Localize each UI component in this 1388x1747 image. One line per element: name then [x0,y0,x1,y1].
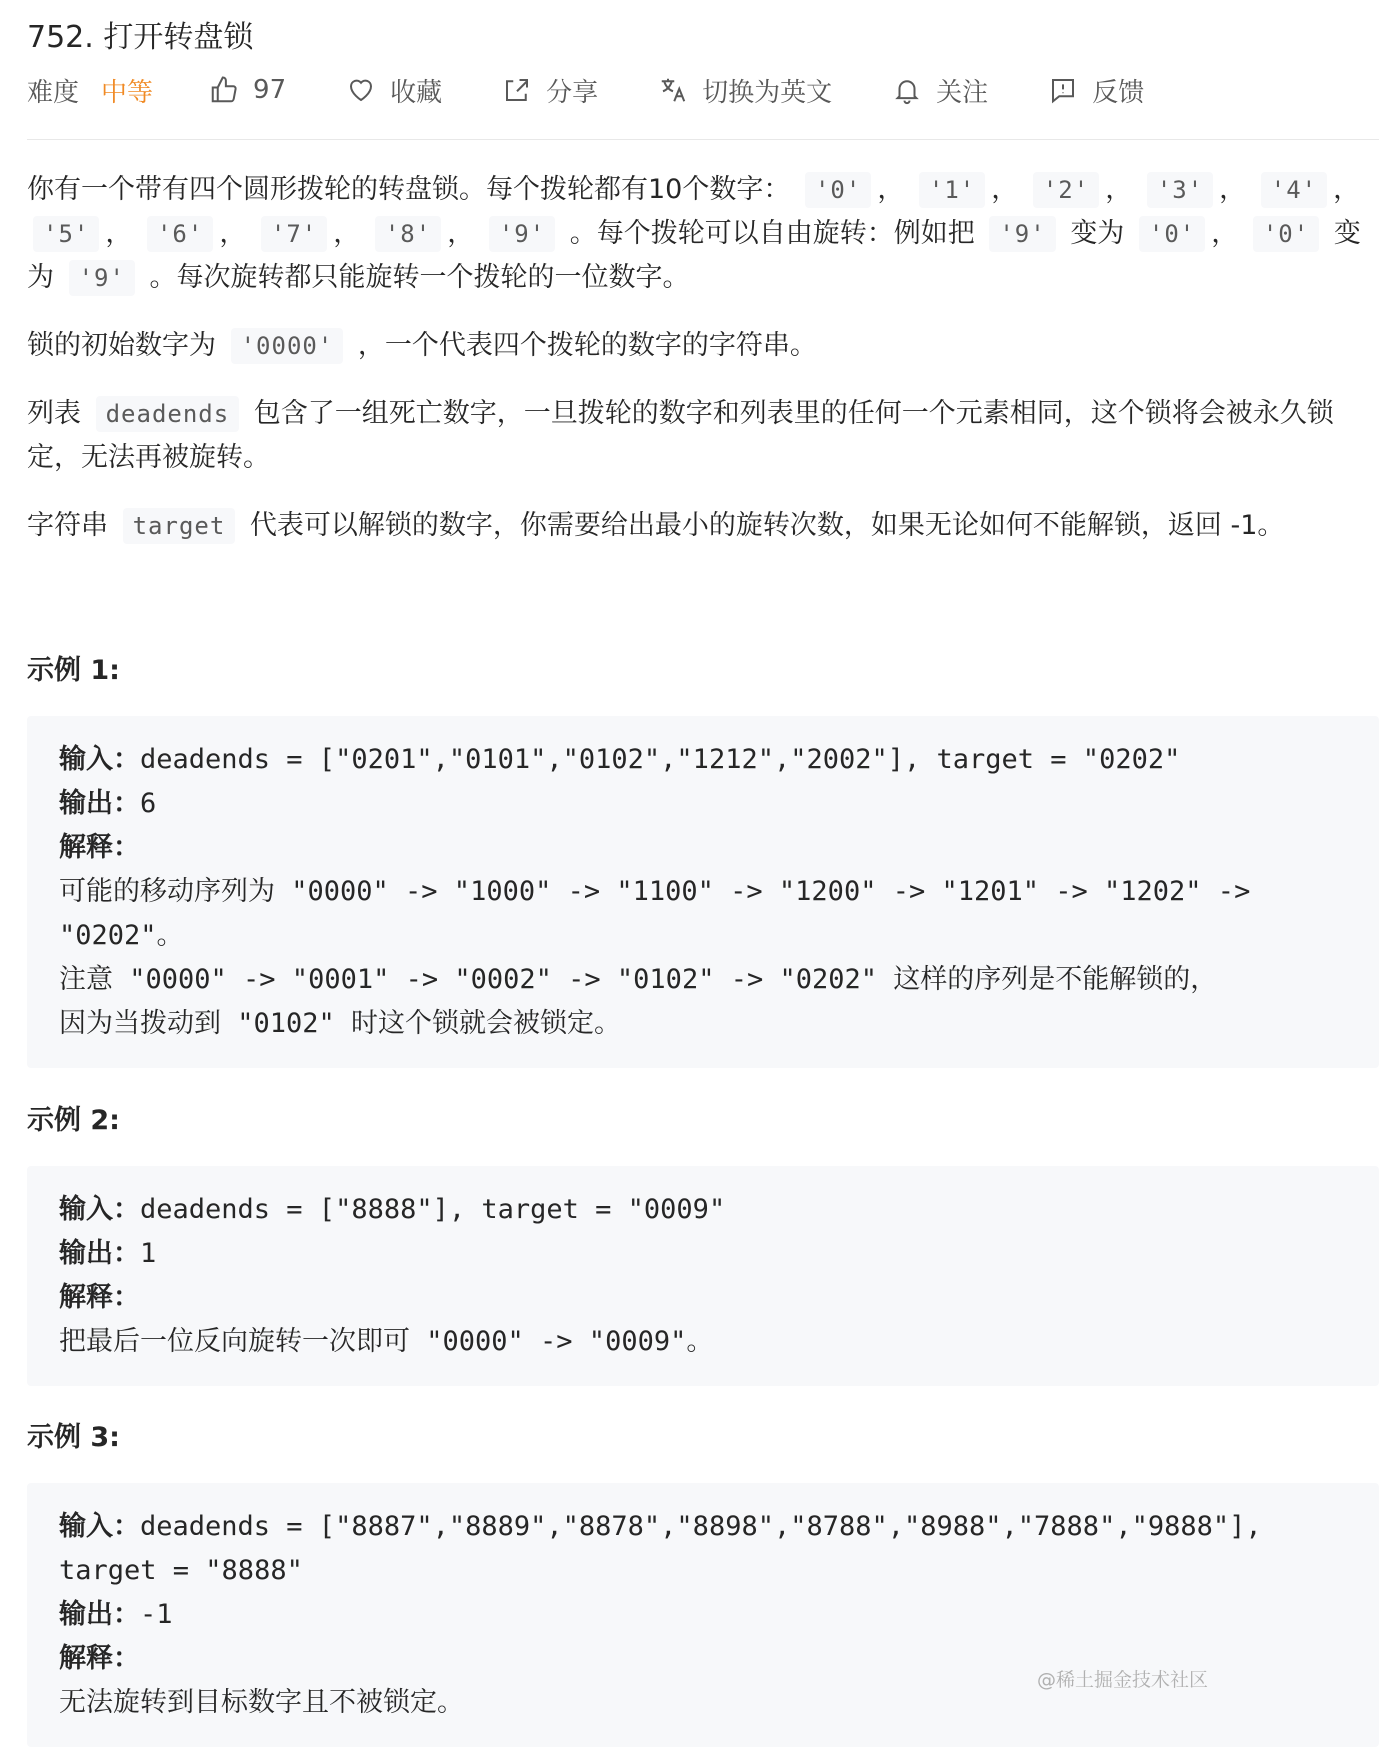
desc-text: ，一个代表四个拨轮的数字的字符串。 [357,330,817,361]
code-digit: '9' [489,216,555,252]
desc-paragraph-4 [27,504,1379,548]
like-count: 97 [253,75,287,105]
feedback-label: 反馈 [1092,77,1145,108]
thumbs-up-icon [209,75,239,105]
input-text: target = "8888" [59,1555,303,1586]
code-digit: '0' [805,172,871,208]
input-text: deadends = ["0201","0101","0102","1212","2002"], target = "0202" [140,744,1181,775]
code-digit: '0' [1139,216,1205,252]
desc-text: 你有一个带有四个圆形拨轮的转盘锁。每个拨轮都有10个数字： [27,174,791,205]
page-title: 752. 打开转盘锁 [27,20,254,55]
translate-label: 切换为英文 [702,77,833,108]
separator: ， [333,218,361,249]
output-label: 输出： [59,1599,140,1630]
difficulty-value: 中等 [101,77,154,108]
code-digit: '2' [1033,172,1099,208]
separator: ， [1333,174,1361,205]
desc-text: 。每个拨轮可以自由旋转：例如把 [569,218,975,249]
code-digit: '0' [1253,216,1319,252]
like-button[interactable] [209,75,286,105]
explanation-line: "0202"。 [59,920,184,951]
separator: ， [877,174,905,205]
explanation-label: 解释： [59,832,140,863]
difficulty-label: 难度 [27,77,80,108]
explanation-line: 因为当拨动到 "0102" 时这个锁就会被锁定。 [59,1008,622,1039]
watermark: @稀土掘金技术社区 [1036,1669,1208,1691]
input-text: deadends = ["8887","8889","8878","8898","8788","8988","7888","9888"], [140,1511,1262,1542]
code-target: target [123,508,236,544]
separator: ， [1105,174,1133,205]
desc-text: 锁的初始数字为 [27,330,216,361]
share-icon [502,75,532,105]
code-digit: '4' [1261,172,1327,208]
output-text: -1 [140,1599,173,1630]
input-label: 输入： [59,1511,140,1542]
translate-button[interactable] [658,72,832,109]
input-label: 输入： [59,1194,140,1225]
separator: ， [991,174,1019,205]
example-3-heading: 示例 3: [27,1422,120,1453]
example-3-block [27,1483,1379,1747]
code-digit: '9' [69,260,135,296]
problem-toolbar [27,68,1144,112]
desc-text: 变为 [1070,218,1125,249]
desc-text: 变为 [27,218,1361,293]
separator: ， [219,218,247,249]
heart-icon [346,75,376,105]
desc-paragraph-3 [27,392,1379,480]
input-text: deadends = ["8888"], target = "0009" [140,1194,726,1225]
desc-text: 包含了一组死亡数字，一旦拨轮的数字和列表里的任何一个元素相同，这个锁将会被永久锁定，无法再被旋转。 [27,398,1334,473]
share-button[interactable] [502,72,598,109]
desc-text: 代表可以解锁的数字，你需要给出最小的旋转次数，如果无论如何不能解锁，返回 -1。 [249,510,1285,541]
separator: ， [105,218,133,249]
code-deadends: deadends [96,396,240,432]
desc-text: 字符串 [27,510,108,541]
code-digit: '8' [375,216,441,252]
explanation-line: 无法旋转到目标数字且不被锁定。 [59,1687,464,1718]
separator: ， [447,218,475,249]
output-label: 输出： [59,1238,140,1269]
desc-text: 。每次旋转都只能旋转一个拨轮的一位数字。 [149,262,690,293]
follow-label: 关注 [936,77,989,108]
code-digit: '6' [147,216,213,252]
output-text: 1 [140,1238,157,1269]
output-text: 6 [140,788,157,819]
explanation-line: 把最后一位反向旋转一次即可 "0000" -> "0009"。 [59,1326,714,1357]
code-digit: '1' [919,172,985,208]
example-1-heading: 示例 1: [27,655,120,686]
example-2-heading: 示例 2: [27,1105,120,1136]
problem-description [27,168,1379,572]
header-divider [27,139,1379,140]
example-2-block [27,1166,1379,1386]
feedback-icon [1048,75,1078,105]
code-digit: '7' [261,216,327,252]
example-1-block [27,716,1379,1068]
code-initial: '0000' [231,328,344,364]
code-digit: '9' [989,216,1055,252]
output-label: 输出： [59,788,140,819]
translate-icon [658,75,688,105]
share-label: 分享 [546,77,599,108]
explanation-line: 注意 "0000" -> "0001" -> "0002" -> "0102" -> "0202" 这样的序列是不能解锁的， [59,964,1218,995]
follow-button[interactable] [892,72,988,109]
favorite-button[interactable] [346,72,442,109]
input-label: 输入： [59,744,140,775]
bell-icon [892,75,922,105]
separator: ， [1211,218,1239,249]
explanation-label: 解释： [59,1643,140,1674]
desc-paragraph-1 [27,168,1379,300]
code-digit: '3' [1147,172,1213,208]
desc-paragraph-2 [27,324,1379,368]
feedback-button[interactable] [1048,72,1144,109]
explanation-label: 解释： [59,1282,140,1313]
separator: ， [1219,174,1247,205]
code-digit: '5' [33,216,99,252]
explanation-line: 可能的移动序列为 "0000" -> "1000" -> "1100" -> "1200" -> "1201" -> "1202" -> [59,876,1251,907]
desc-text: 列表 [27,398,81,429]
favorite-label: 收藏 [390,77,443,108]
